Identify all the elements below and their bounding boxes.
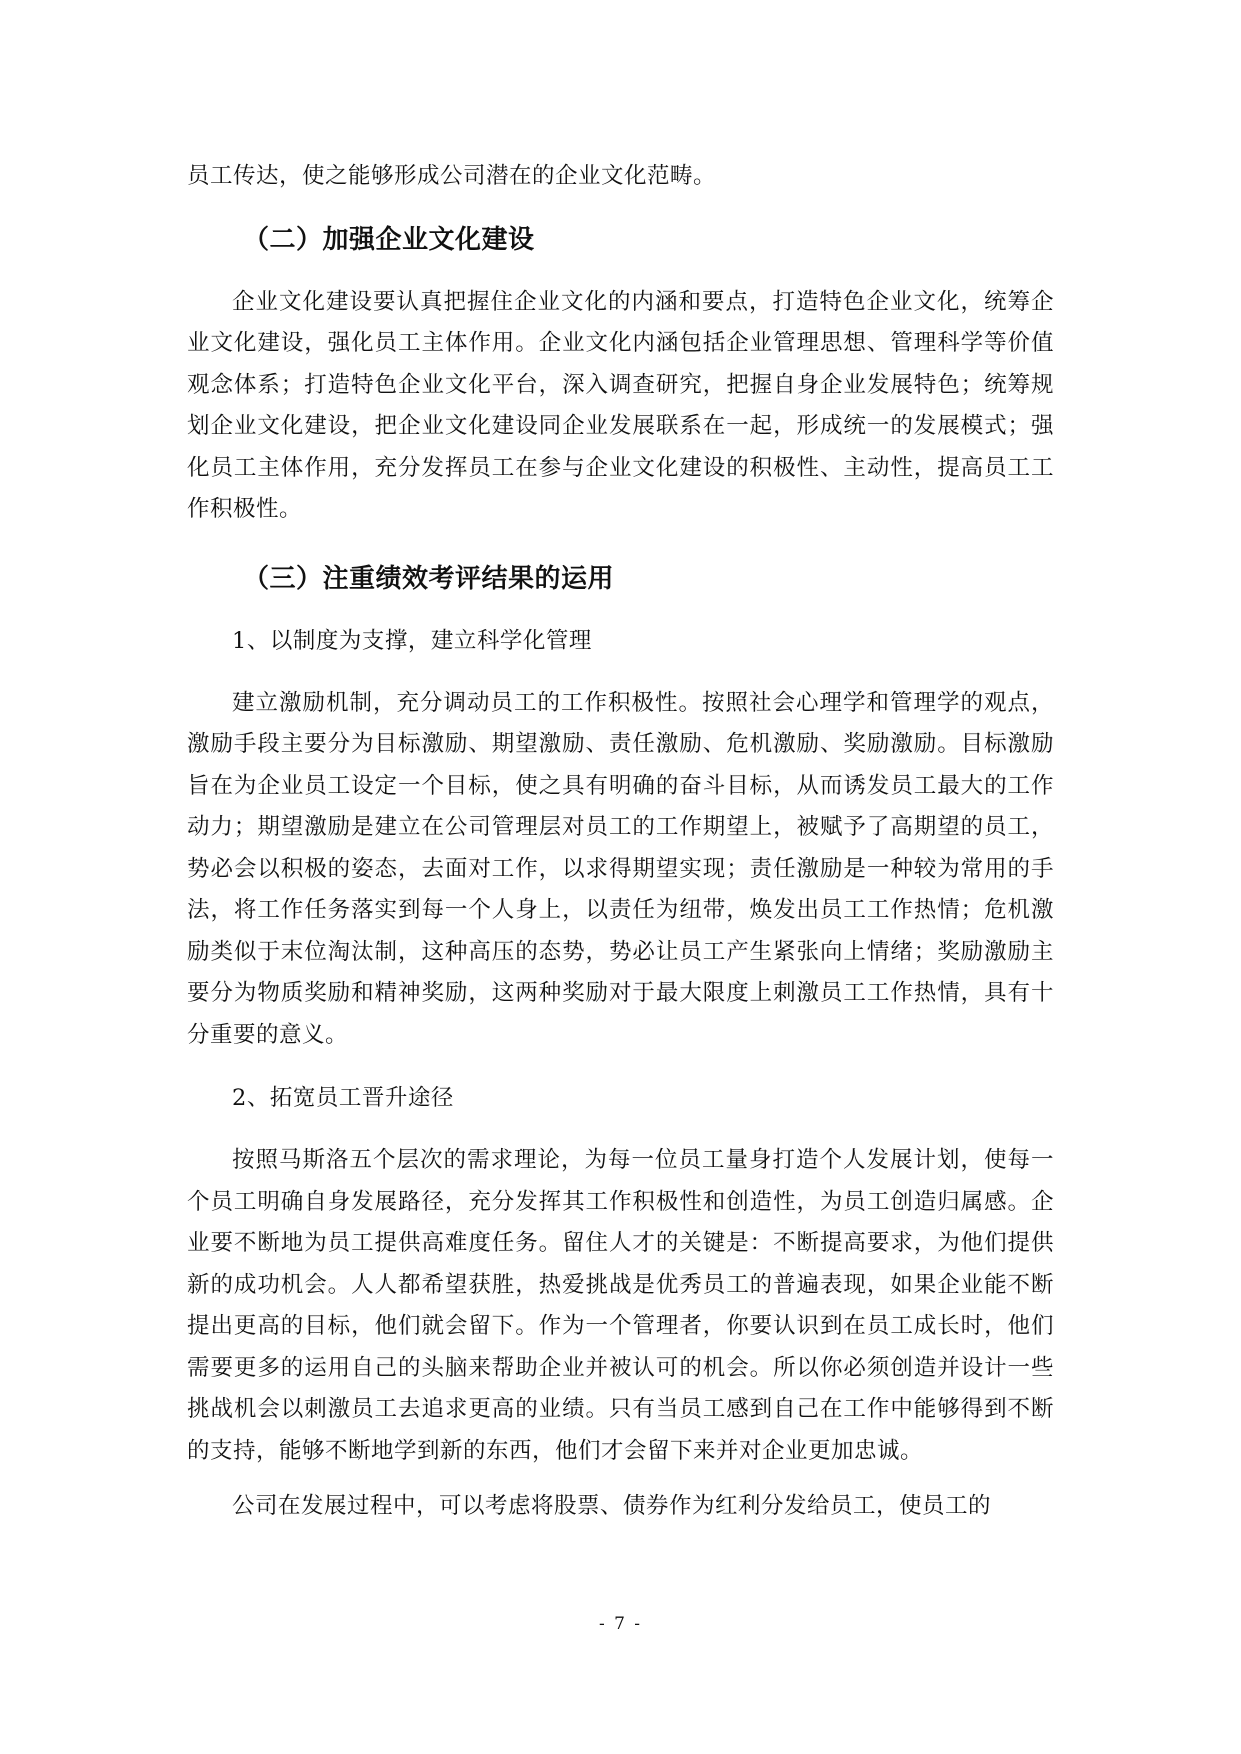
paragraph-stock-bonus: 公司在发展过程中，可以考虑将股票、债券作为红利分发给员工，使员工的	[232, 1493, 992, 1519]
spacer	[187, 1118, 1054, 1140]
spacer	[187, 1472, 1054, 1486]
paragraph-incentive-mechanism: 建立激励机制，充分调动员工的工作积极性。按照社会心理学和管理学的观点，激励手段主要分为目标激励、期望激励、责任激励、危机激励、奖励激励。目标激励旨在为企业员工设定一个目标，使之具有明确的奋斗目标，从而诱发员工最大的工作动力；期望激励是建立在公司管理层对员工的工作期望上，被赋予了高期望的员工，势必会以积极的姿态，去面对工作，以求得期望实现；责任激励是一种较为常用的手法，将工作任务落实到每一个人身上，以责任为纽带，焕发出员工工作热情；危机激励类似于末位淘汰制，这种高压的态势，势必让员工产生紧张向上情绪；奖励激励主要分为物质奖励和精神奖励，这两种奖励对于最大限度上刺激员工工作热情，具有十分重要的意义。	[187, 689, 1054, 1048]
spacer	[187, 1056, 1054, 1078]
page-body	[187, 156, 1054, 1528]
section-heading-2: （二）加强企业文化建设	[243, 224, 535, 255]
spacer	[187, 599, 1054, 621]
subheading-1: 1、以制度为支撑，建立科学化管理	[232, 627, 592, 654]
spacer	[187, 661, 1054, 683]
spacer	[187, 260, 1054, 282]
page-number: - 7 -	[598, 1614, 643, 1634]
spacer	[187, 198, 1054, 220]
paragraph-culture-building: 企业文化建设要认真把握住企业文化的内涵和要点，打造特色企业文化，统筹企业文化建设，强化员工主体作用。企业文化内涵包括企业管理思想、管理科学等价值观念体系；打造特色企业文化平台，深入调查研究，把握自身企业发展特色；统筹规划企业文化建设，把企业文化建设同企业发展联系在一起，形成统一的发展模式；强化员工主体作用，充分发挥员工在参与企业文化建设的积极性、主动性，提高员工工作积极性。	[187, 288, 1054, 522]
section-heading-3: （三）注重绩效考评结果的运用	[243, 563, 615, 594]
paragraph-continuation: 员工传达，使之能够形成公司潜在的企业文化范畴。	[187, 163, 717, 189]
spacer	[187, 531, 1054, 559]
paragraph-promotion-path: 按照马斯洛五个层次的需求理论，为每一位员工量身打造个人发展计划，使每一个员工明确自身发展路径，充分发挥其工作积极性和创造性，为员工创造归属感。企业要不断地为员工提供高难度任务。留住人才的关键是：不断提高要求，为他们提供新的成功机会。人人都希望获胜，热爱挑战是优秀员工的普遍表现，如果企业能不断提出更高的目标，他们就会留下。作为一个管理者，你要认识到在员工成长时，他们需要更多的运用自己的头脑来帮助企业并被认可的机会。所以你必须创造并设计一些挑战机会以刺激员工去追求更高的业绩。只有当员工感到自己在工作中能够得到不断的支持，能够不断地学到新的东西，他们才会留下来并对企业更加忠诚。	[187, 1147, 1054, 1464]
subheading-2: 2、拓宽员工晋升途径	[232, 1085, 454, 1111]
